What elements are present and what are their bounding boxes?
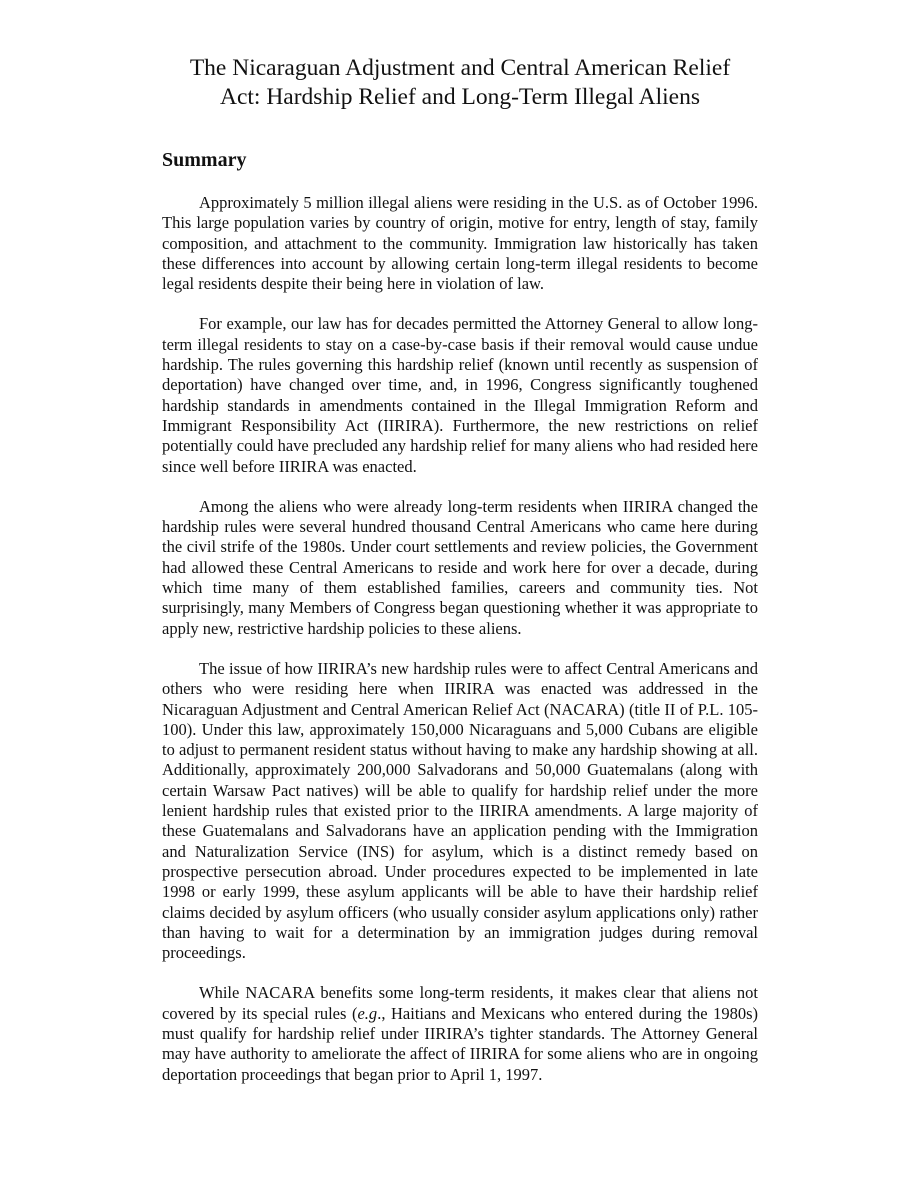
section-heading-summary: Summary [162,149,247,171]
document-page [162,54,758,1085]
paragraph: The issue of how IIRIRA’s new hardship rules were to affect Central Americans and others who were residing here when IIRIRA was enacted was addressed in the Nicaraguan Adjustment and Central American Relief Act (NACARA) (title II of P.L. 105-100). Under this law, approximately 150,000 Nicaraguans and 5,000 Cubans are eligible to adjust to permanent resident status without having to make any hardship showing at all. Additionally, approximately 200,000 Salvadorans and 50,000 Guatemalans (along with certain Warsaw Pact natives) will be able to qualify for hardship relief under the more lenient hardship rules that existed prior to the IIRIRA amendments. A large majority of these Guatemalans and Salvadorans have an application pending with the Immigration and Naturalization Service (INS) for asylum, which is a distinct remedy based on prospective persecution abroad. Under procedures expected to be implemented in late 1998 or early 1999, these asylum applicants will be able to have their hardship relief claims decided by asylum officers (who usually consider asylum applications only) rather than having to wait for a determination by an immigration judges during removal proceedings. [162,658,758,963]
title-line-1: The Nicaraguan Adjustment and Central American Relief [189,55,731,81]
title-line-2: Act: Hardship Relief and Long-Term Illegal Aliens [220,84,700,110]
paragraph-text: While NACARA benefits some long-term residents, it makes clear that aliens not covered by its special rules ( [162,983,758,1023]
document-title [162,54,758,112]
paragraph: For example, our law has for decades permitted the Attorney General to allow long-term illegal residents to stay on a case-by-case basis if their removal would cause undue hardship. The rules governing this hardship relief (known until recently as suspension of deportation) have changed over time, and, in 1996, Congress significantly toughened hardship standards in amendments contained in the Illegal Immigration Reform and Immigrant Responsibility Act (IIRIRA). Furthermore, the new restrictions on relief potentially could have precluded any hardship relief for many aliens who had resided here since well before IIRIRA was enacted. [162,314,758,476]
paragraph: Approximately 5 million illegal aliens were residing in the U.S. as of October 1996. This large population varies by country of origin, motive for entry, length of stay, family composition, and attachment to the community. Immigration law historically has taken these differences into account by allowing certain long-term illegal residents to become legal residents despite their being here in violation of law. [162,193,758,294]
italic-abbreviation: e.g [357,1003,378,1023]
paragraph-text: ., Haitians and Mexicans who entered during the 1980s) must qualify for hardship relief under IIRIRA’s tighter standards. The Attorney General may have authority to ameliorate the affect of IIRIRA for some aliens who are in ongoing deportation proceedings that began prior to April 1, 1997. [162,1003,758,1084]
paragraph-last [162,983,758,1084]
paragraph: Among the aliens who were already long-term residents when IIRIRA changed the hardship rules were several hundred thousand Central Americans who came here during the civil strife of the 1980s. Under court settlements and review policies, the Government had allowed these Central Americans to reside and work here for over a decade, during which time many of them established families, careers and community ties. Not surprisingly, many Members of Congress began questioning whether it was appropriate to apply new, restrictive hardship policies to these aliens. [162,496,758,638]
